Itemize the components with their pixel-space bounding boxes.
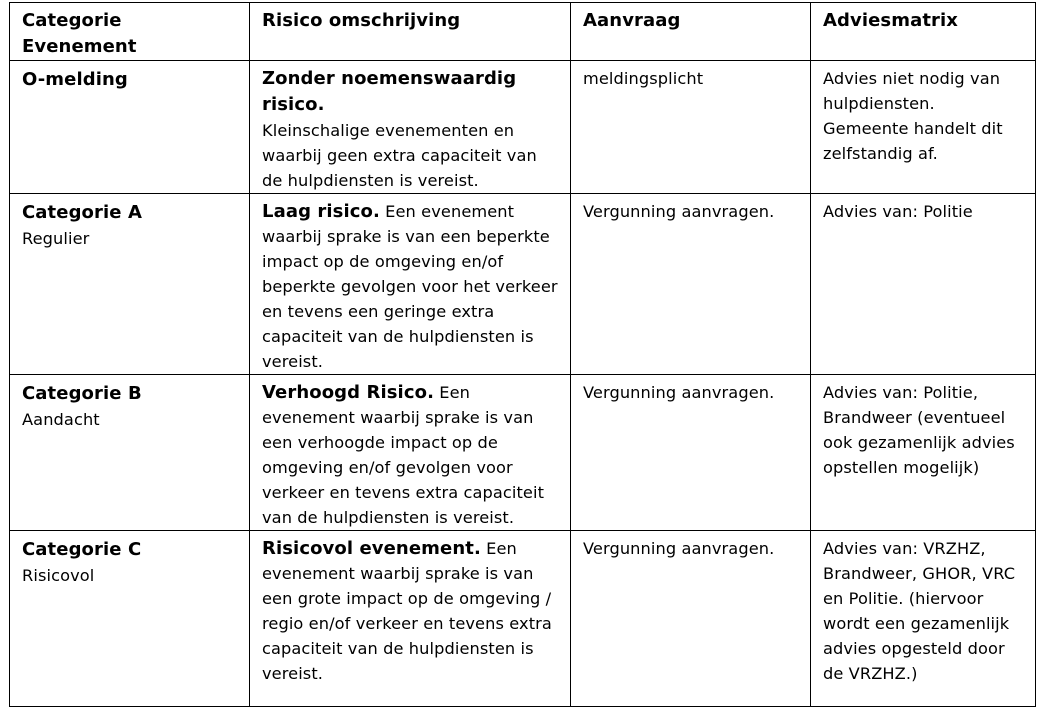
category-name: O-melding [22,69,128,90]
request-cell: Vergunning aanvragen. [571,531,811,707]
table-row [10,61,1036,194]
category-cell [10,531,250,707]
category-name: Categorie C [22,539,142,560]
category-cell [10,194,250,375]
table-row [10,194,1036,375]
header-advice-matrix: Adviesmatrix [811,3,1036,61]
header-category: Categorie Evenement [10,3,250,61]
table-row [10,375,1036,531]
risk-title: Laag risico. [262,201,380,222]
table-row [10,531,1036,707]
risk-title: Zonder noemenswaardig risico. [262,68,517,115]
header-risk-description: Risico omschrijving [250,3,571,61]
category-subtitle: Risicovol [22,566,95,585]
request-cell: Vergunning aanvragen. [571,375,811,531]
risk-text: Kleinschalige evenementen en waarbij geen extra capaciteit van de hulpdiensten is vereist. [262,121,537,190]
advice-cell: Advies van: Politie [811,194,1036,375]
risk-description-cell [250,375,571,531]
event-risk-table [9,2,1036,707]
category-cell [10,61,250,194]
risk-description-cell [250,194,571,375]
category-cell [10,375,250,531]
risk-text: Een evenement waarbij sprake is van een beperkte impact op de omgeving en/of beperkte gevolgen voor het verkeer en tevens een geringe extra capaciteit van de hulpdiensten is vereist. [262,202,558,371]
category-name: Categorie A [22,202,142,223]
risk-description-cell [250,531,571,707]
advice-cell: Advies niet nodig van hulpdiensten. Gemeente handelt dit zelfstandig af. [811,61,1036,194]
category-subtitle: Aandacht [22,410,100,429]
risk-title: Risicovol evenement. [262,538,481,559]
risk-text: Een evenement waarbij sprake is van een verhoogde impact op de omgeving en/of gevolgen voor verkeer en tevens extra capaciteit van de hulpdiensten is vereist. [262,383,545,527]
table-header-row [10,3,1036,61]
advice-cell: Advies van: VRZHZ, Brandweer, GHOR, VRC en Politie. (hiervoor wordt een gezamenlijk advies opgesteld door de VRZHZ.) [811,531,1036,707]
risk-text: Een evenement waarbij sprake is van een grote impact op de omgeving / regio en/of verkeer en tevens extra capaciteit van de hulpdiensten is vereist. [262,539,552,683]
category-name: Categorie B [22,383,142,404]
header-request: Aanvraag [571,3,811,61]
advice-cell: Advies van: Politie, Brandweer (eventueel ook gezamenlijk advies opstellen mogelijk) [811,375,1036,531]
risk-title: Verhoogd Risico. [262,382,435,403]
risk-description-cell [250,61,571,194]
request-cell: Vergunning aanvragen. [571,194,811,375]
category-subtitle: Regulier [22,229,90,248]
request-cell: meldingsplicht [571,61,811,194]
